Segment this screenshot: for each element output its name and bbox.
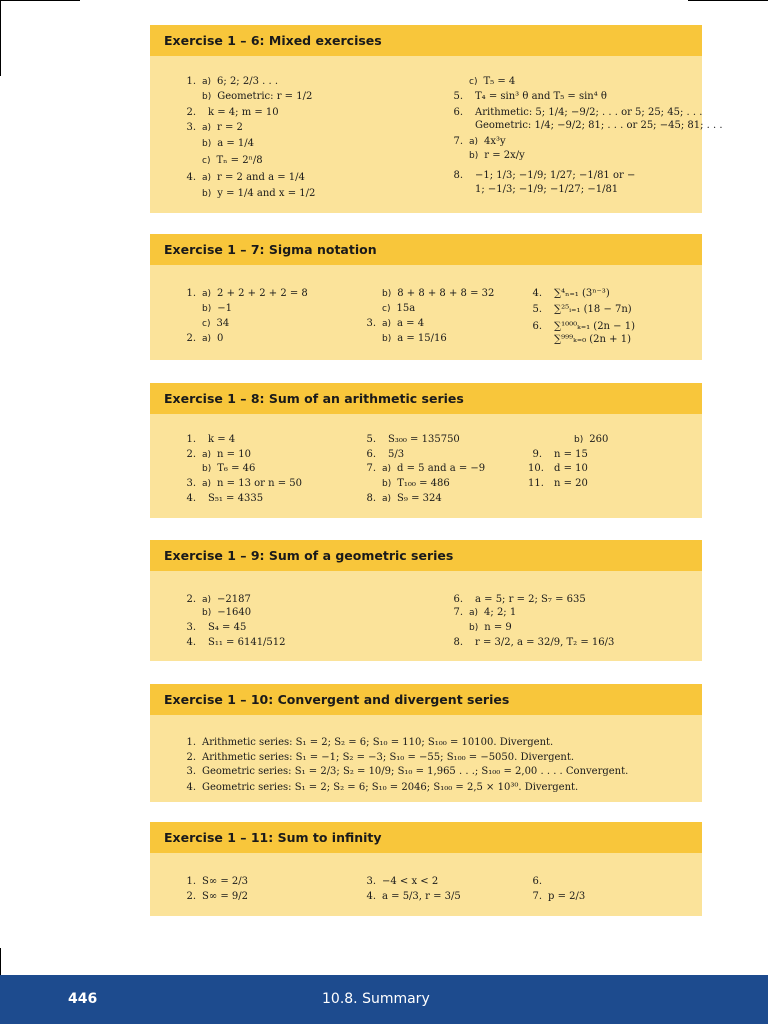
answer-line: 3. a) n = 13 or n = 50 xyxy=(186,478,302,489)
crop-mark-top-right xyxy=(688,0,768,1)
exercise-box-1-6 xyxy=(150,25,723,213)
answer-line: 7. a) d = 5 and a = −9 xyxy=(366,463,486,474)
crop-mark-top-left xyxy=(0,0,80,1)
answer-line: b) T₆ = 46 xyxy=(202,463,256,474)
exercise-title: Exercise 1 – 11: Sum to infinity xyxy=(150,822,702,853)
answer-line: b) −1640 xyxy=(202,607,252,618)
exercise-title: Exercise 1 – 7: Sigma notation xyxy=(150,234,702,265)
answer-line: 7. p = 2/3 xyxy=(532,891,586,902)
answer-line: 3. −4 < x < 2 xyxy=(366,876,439,887)
answer-line: c) Tₙ = 2ⁿ/8 xyxy=(202,155,263,166)
answer-line: 7. a) 4; 2; 1 xyxy=(453,607,517,618)
answer-line: 8. a) S₉ = 324 xyxy=(366,493,442,504)
answer-line: c) 15a xyxy=(382,303,416,314)
answer-line: b) a = 1/4 xyxy=(202,138,255,149)
answer-line: 2. S∞ = 9/2 xyxy=(186,891,249,902)
answer-line: 6. Arithmetic: 5; 1/4; −9/2; . . . or 5; 25; 45; . . . xyxy=(453,107,703,118)
exercise-title: Exercise 1 – 6: Mixed exercises xyxy=(150,25,702,56)
answer-line: 1. S∞ = 2/3 xyxy=(186,876,249,887)
exercise-title: Exercise 1 – 10: Convergent and divergent series xyxy=(150,684,702,715)
answer-line: 5. ∑²⁵ᵢ₌₁ (18 − 7n) xyxy=(532,304,632,315)
exercise-box-1-11 xyxy=(150,822,702,916)
answer-line: 2. a) 0 xyxy=(186,333,224,344)
exercise-box-1-10 xyxy=(150,684,702,802)
answer-line: 4. a) r = 2 and a = 1/4 xyxy=(186,172,305,183)
answer-line: b) −1 xyxy=(202,303,232,314)
answer-line: 2. Arithmetic series: S₁ = −1; S₂ = −3; S₁₀ = −55; S₁₀₀ = −5050. Divergent. xyxy=(186,752,575,763)
answer-line: b) a = 15/16 xyxy=(382,333,447,344)
answer-line: 1. a) 6; 2; 2/3 . . . xyxy=(186,76,279,87)
exercise-box-1-7 xyxy=(150,234,702,360)
answer-line: 10. d = 10 xyxy=(528,463,588,474)
answer-line: 6. 5/3 xyxy=(366,449,405,460)
answer-line: 6. xyxy=(532,876,542,887)
answer-line: c) T₅ = 4 xyxy=(469,76,516,87)
answer-line: 4. ∑⁴ₙ₌₁ (3ⁿ⁻³) xyxy=(532,288,610,299)
answer-line: b) T₁₀₀ = 486 xyxy=(382,478,450,489)
exercise-title: Exercise 1 – 9: Sum of a geometric series xyxy=(150,540,702,571)
answer-line: 6. ∑¹⁰⁰⁰ₖ₌₁ (2n − 1) xyxy=(532,321,635,332)
exercise-box-1-8 xyxy=(150,383,702,518)
answer-line: b) r = 2x/y xyxy=(469,150,525,161)
answer-line: 6. a = 5; r = 2; S₇ = 635 xyxy=(453,594,586,605)
answer-line: 9. n = 15 xyxy=(532,449,588,460)
crop-mark-left-top xyxy=(0,0,1,76)
answer-line: 4. a = 5/3, r = 3/5 xyxy=(366,891,461,902)
answer-line: Geometric: 1/4; −9/2; 81; . . . or 25; −45; 81; . . . xyxy=(475,120,723,131)
answer-line: 5. S₃₀₀ = 135750 xyxy=(366,434,460,445)
answer-line: 3. Geometric series: S₁ = 2/3; S₂ = 10/9; S₁₀ = 1,965 . . .; S₁₀₀ = 2,00 . . . . Convergent. xyxy=(186,766,629,777)
section-title: 10.8. Summary xyxy=(322,991,430,1007)
answer-line: 4. S₁₁ = 6141/512 xyxy=(186,637,286,648)
answer-line: b) 260 xyxy=(574,434,609,445)
answer-line: 3. a) a = 4 xyxy=(366,318,425,329)
crop-mark-left-bottom xyxy=(0,948,1,976)
answer-line: b) y = 1/4 and x = 1/2 xyxy=(202,188,316,199)
answer-line: 8. −1; 1/3; −1/9; 1/27; −1/81 or − xyxy=(453,170,636,181)
page-footer xyxy=(0,975,768,1024)
answer-line: 1; −1/3; −1/9; −1/27; −1/81 xyxy=(475,184,619,195)
answer-line: 2. k = 4; m = 10 xyxy=(186,107,279,118)
answer-line: 11. n = 20 xyxy=(528,478,588,489)
exercise-title: Exercise 1 – 8: Sum of an arithmetic series xyxy=(150,383,702,414)
answer-line: 3. S₄ = 45 xyxy=(186,622,247,633)
answer-line: b) n = 9 xyxy=(469,622,512,633)
page-number: 446 xyxy=(68,991,98,1007)
answer-line: 2. a) n = 10 xyxy=(186,449,251,460)
answer-line: 3. a) r = 2 xyxy=(186,122,243,133)
answer-line: c) 34 xyxy=(202,318,230,329)
answer-line: 4. S₅₁ = 4335 xyxy=(186,493,264,504)
answer-line: 1. Arithmetic series: S₁ = 2; S₂ = 6; S₁₀ = 110; S₁₀₀ = 10100. Divergent. xyxy=(186,737,554,748)
exercise-box-1-9 xyxy=(150,540,702,661)
answer-line: 1. a) 2 + 2 + 2 + 2 = 8 xyxy=(186,288,308,299)
answer-line: 5. T₄ = sin³ θ and T₅ = sin⁴ θ xyxy=(453,91,607,102)
answer-line: 4. Geometric series: S₁ = 2; S₂ = 6; S₁₀ = 2046; S₁₀₀ = 2,5 × 10³⁰. Divergent. xyxy=(186,782,579,793)
answer-line: b) 8 + 8 + 8 + 8 = 32 xyxy=(382,288,495,299)
answer-line: 1. k = 4 xyxy=(186,434,236,445)
answer-line: 7. a) 4x³y xyxy=(453,136,506,147)
answer-line: 8. r = 3/2, a = 32/9, T₂ = 16/3 xyxy=(453,637,615,648)
answer-line: 2. a) −2187 xyxy=(186,594,251,605)
answer-line: ∑⁹⁹⁹ₖ₌₀ (2n + 1) xyxy=(554,334,631,345)
answer-line: b) Geometric: r = 1/2 xyxy=(202,91,313,102)
